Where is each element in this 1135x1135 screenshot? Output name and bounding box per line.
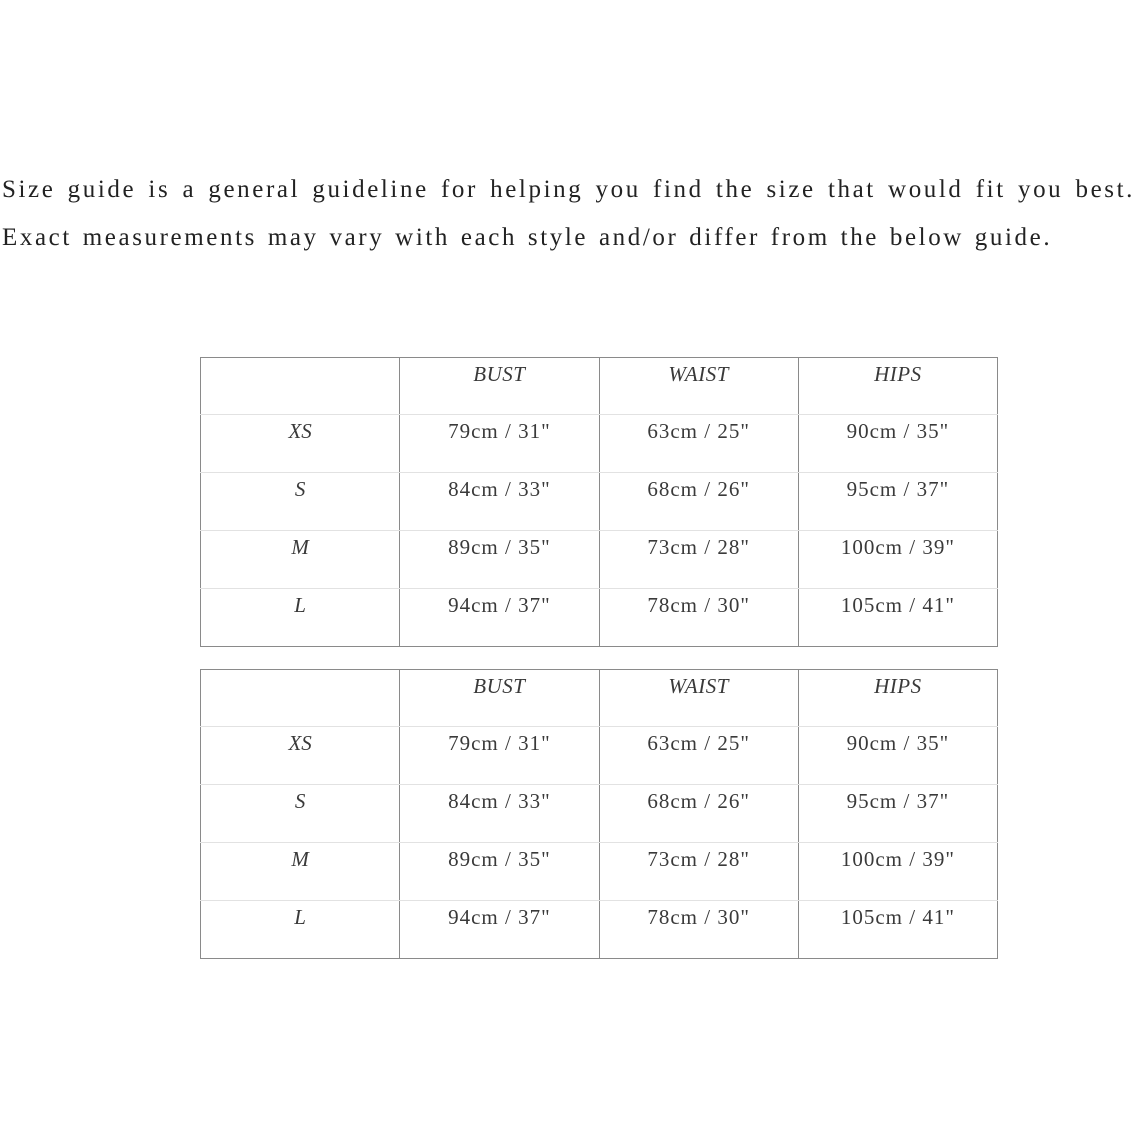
size-label: M xyxy=(201,531,400,589)
table-row xyxy=(201,589,998,647)
table-row xyxy=(201,727,998,785)
hips-value: 95cm / 37" xyxy=(798,785,997,843)
hips-value: 95cm / 37" xyxy=(798,473,997,531)
waist-value: 73cm / 28" xyxy=(599,843,798,901)
header-empty-cell xyxy=(201,358,400,415)
size-label: XS xyxy=(201,415,400,473)
table-header-row xyxy=(201,358,998,415)
header-waist: WAIST xyxy=(599,670,798,727)
size-label: M xyxy=(201,843,400,901)
waist-value: 78cm / 30" xyxy=(599,589,798,647)
table-row xyxy=(201,785,998,843)
size-label: S xyxy=(201,785,400,843)
waist-value: 63cm / 25" xyxy=(599,415,798,473)
table-row xyxy=(201,415,998,473)
bust-value: 94cm / 37" xyxy=(400,589,599,647)
header-hips: HIPS xyxy=(798,670,997,727)
header-hips: HIPS xyxy=(798,358,997,415)
size-label: S xyxy=(201,473,400,531)
size-chart-table xyxy=(200,357,998,647)
hips-value: 105cm / 41" xyxy=(798,589,997,647)
hips-value: 90cm / 35" xyxy=(798,727,997,785)
table-row xyxy=(201,531,998,589)
header-waist: WAIST xyxy=(599,358,798,415)
header-bust: BUST xyxy=(400,670,599,727)
size-chart-table xyxy=(200,669,998,959)
waist-value: 63cm / 25" xyxy=(599,727,798,785)
waist-value: 68cm / 26" xyxy=(599,473,798,531)
header-bust: BUST xyxy=(400,358,599,415)
hips-value: 100cm / 39" xyxy=(798,843,997,901)
bust-value: 79cm / 31" xyxy=(400,415,599,473)
waist-value: 73cm / 28" xyxy=(599,531,798,589)
waist-value: 78cm / 30" xyxy=(599,901,798,959)
bust-value: 84cm / 33" xyxy=(400,785,599,843)
size-label: XS xyxy=(201,727,400,785)
hips-value: 105cm / 41" xyxy=(798,901,997,959)
size-label: L xyxy=(201,589,400,647)
waist-value: 68cm / 26" xyxy=(599,785,798,843)
bust-value: 79cm / 31" xyxy=(400,727,599,785)
table-row xyxy=(201,473,998,531)
bust-value: 89cm / 35" xyxy=(400,843,599,901)
table-header-row xyxy=(201,670,998,727)
size-label: L xyxy=(201,901,400,959)
bust-value: 94cm / 37" xyxy=(400,901,599,959)
header-empty-cell xyxy=(201,670,400,727)
hips-value: 100cm / 39" xyxy=(798,531,997,589)
size-guide-intro: Size guide is a general guideline for helping you find the size that would fit you best. Exact measurements may vary with each style and/or differ from the below guide. xyxy=(2,176,1135,251)
table-row xyxy=(201,843,998,901)
table-row xyxy=(201,901,998,959)
bust-value: 84cm / 33" xyxy=(400,473,599,531)
hips-value: 90cm / 35" xyxy=(798,415,997,473)
bust-value: 89cm / 35" xyxy=(400,531,599,589)
